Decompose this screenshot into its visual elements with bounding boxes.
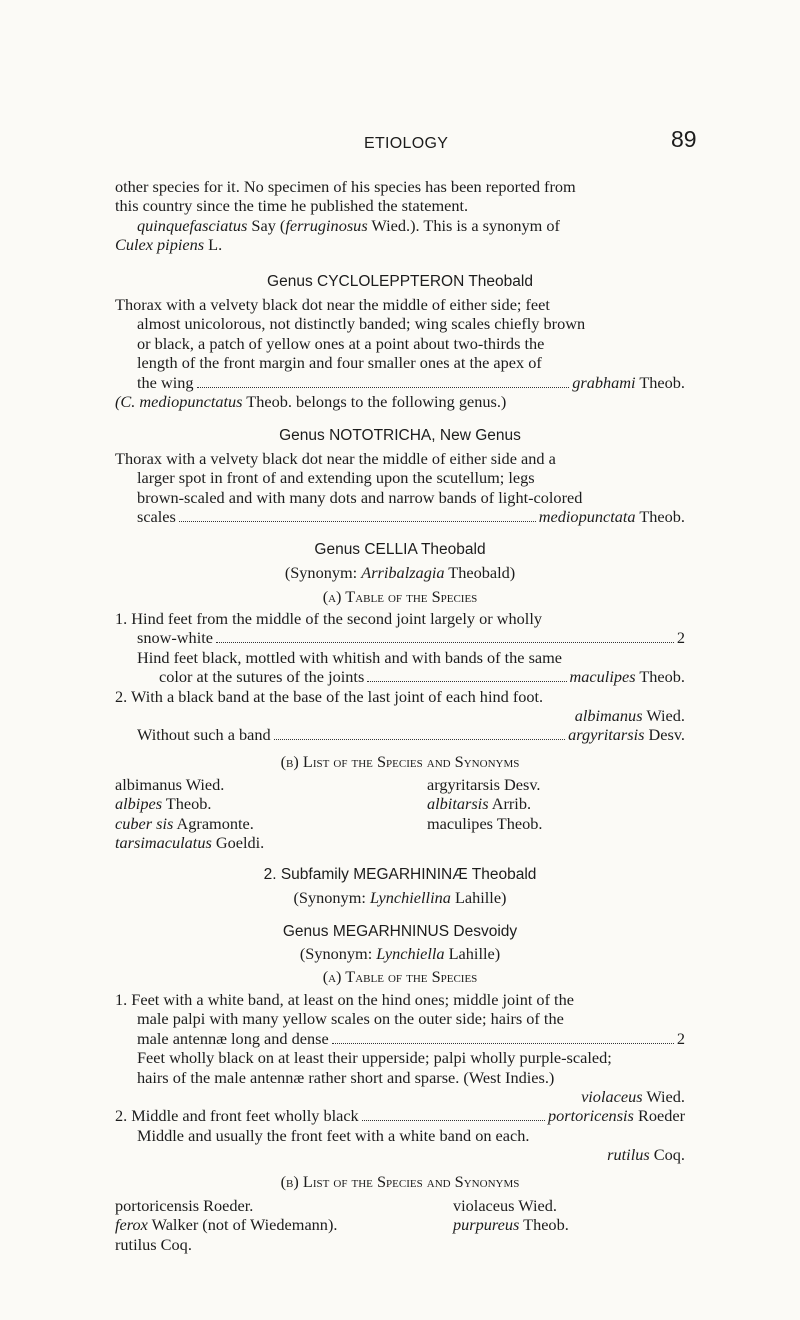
subfamily-heading: 2. Subfamily MEGARHININÆ Theobald — [263, 866, 537, 883]
table-heading: (a) Table of the Species — [322, 587, 478, 606]
key-line: violaceus Wied. — [581, 1086, 685, 1106]
running-header — [0, 126, 800, 158]
list-heading: (b) List of the Species and Synonyms — [280, 1172, 520, 1191]
running-title: ETIOLOGY — [364, 135, 449, 152]
key-line: rutilus Coq. — [607, 1145, 685, 1165]
key-line: 2. With a black band at the base of the last joint of each hind foot. — [115, 686, 544, 706]
text-line: this country since the time he published the statement. — [115, 196, 469, 216]
page-number: 89 — [671, 126, 697, 152]
list-item: purpureus Theob. — [453, 1215, 569, 1235]
synonym-line: (Synonym: Lynchiellina Lahille) — [293, 888, 507, 907]
key-line: male palpi with many yellow scales on the outer side; hairs of the — [137, 1009, 564, 1029]
species-key — [115, 609, 685, 745]
list-item: albimanus Wied. — [115, 775, 225, 794]
text-line: Culex pipiens L. — [115, 235, 223, 255]
genus-heading: Genus CYCLOLEPPTERON Theobald — [267, 273, 533, 290]
genus-description — [115, 295, 685, 411]
list-item: cuber sis Agramonte. — [115, 813, 254, 833]
genus-heading: Genus NOTOTRICHA, New Genus — [279, 427, 521, 444]
list-heading: (b) List of the Species and Synonyms — [280, 752, 520, 771]
list-item: portoricensis Roeder. — [115, 1196, 254, 1215]
species-key — [115, 990, 685, 1165]
key-line: Middle and usually the front feet with a white band on each. — [137, 1125, 530, 1145]
key-line: male antennæ long and dense 2 — [137, 1028, 685, 1048]
text-line: length of the front margin and four smaller ones at the apex of — [137, 353, 542, 373]
intro-paragraph — [115, 177, 685, 255]
genus-heading: Genus MEGARHNINUS Desvoidy — [282, 923, 518, 940]
key-line: 1. Hind feet from the middle of the second joint largely or wholly — [115, 609, 542, 628]
text-line: quinquefasciatus Say (ferruginosus Wied.). This is a synonym of — [137, 215, 560, 235]
key-line: Without such a band argyritarsis Desv. — [137, 725, 685, 745]
key-line: color at the sutures of the joints maculipes Theob. — [159, 667, 685, 687]
text-line: almost unicolorous, not distinctly banded; wing scales chiefly brown — [137, 314, 586, 334]
list-item: maculipes Theob. — [427, 813, 543, 833]
list-item: violaceus Wied. — [453, 1196, 557, 1215]
key-line: albimanus Wied. — [574, 705, 685, 725]
list-item: argyritarsis Desv. — [427, 775, 541, 794]
text-line: Thorax with a velvety black dot near the middle of either side and a — [115, 449, 556, 468]
key-line: snow-white 2 — [137, 628, 685, 648]
text-line: or black, a patch of yellow ones at a point about two-thirds the — [137, 333, 545, 353]
text-line: larger spot in front of and extending upon the scutellum; legs — [137, 468, 535, 488]
list-item: albipes Theob. — [115, 794, 212, 814]
list-item: albitarsis Arrib. — [427, 794, 532, 814]
key-line: 2. Middle and front feet wholly black portoricensis Roeder — [115, 1106, 685, 1126]
species-entry: scales mediopunctata Theob. — [137, 507, 685, 527]
genus-heading: Genus CELLIA Theobald — [314, 541, 486, 558]
species-entry: the wing grabhami Theob. — [137, 372, 685, 392]
key-line: Hind feet black, mottled with whitish and with bands of the same — [137, 647, 563, 667]
list-item: ferox Walker (not of Wiedemann). — [115, 1215, 338, 1235]
text-line: brown-scaled and with many dots and narrow bands of light-colored — [137, 487, 583, 507]
text-line: Thorax with a velvety black dot near the middle of either side; feet — [115, 295, 550, 314]
list-item: tarsimaculatus Goeldi. — [115, 833, 265, 853]
genus-description — [115, 449, 685, 527]
synonym-line: (Synonym: Arribalzagia Theobald) — [284, 563, 516, 582]
text-line: other species for it. No specimen of his species has been reported from — [115, 177, 576, 196]
table-heading: (a) Table of the Species — [322, 967, 478, 986]
key-line: hairs of the male antennæ rather short and sparse. (West Indies.) — [137, 1067, 555, 1087]
key-line: Feet wholly black on at least their upperside; palpi wholly purple-scaled; — [137, 1048, 612, 1068]
genus-note: (C. mediopunctatus Theob. belongs to the following genus.) — [115, 391, 507, 411]
list-item: rutilus Coq. — [115, 1234, 192, 1254]
synonym-line: (Synonym: Lynchiella Lahille) — [299, 944, 501, 963]
key-line: 1. Feet with a white band, at least on the hind ones; middle joint of the — [115, 990, 574, 1009]
